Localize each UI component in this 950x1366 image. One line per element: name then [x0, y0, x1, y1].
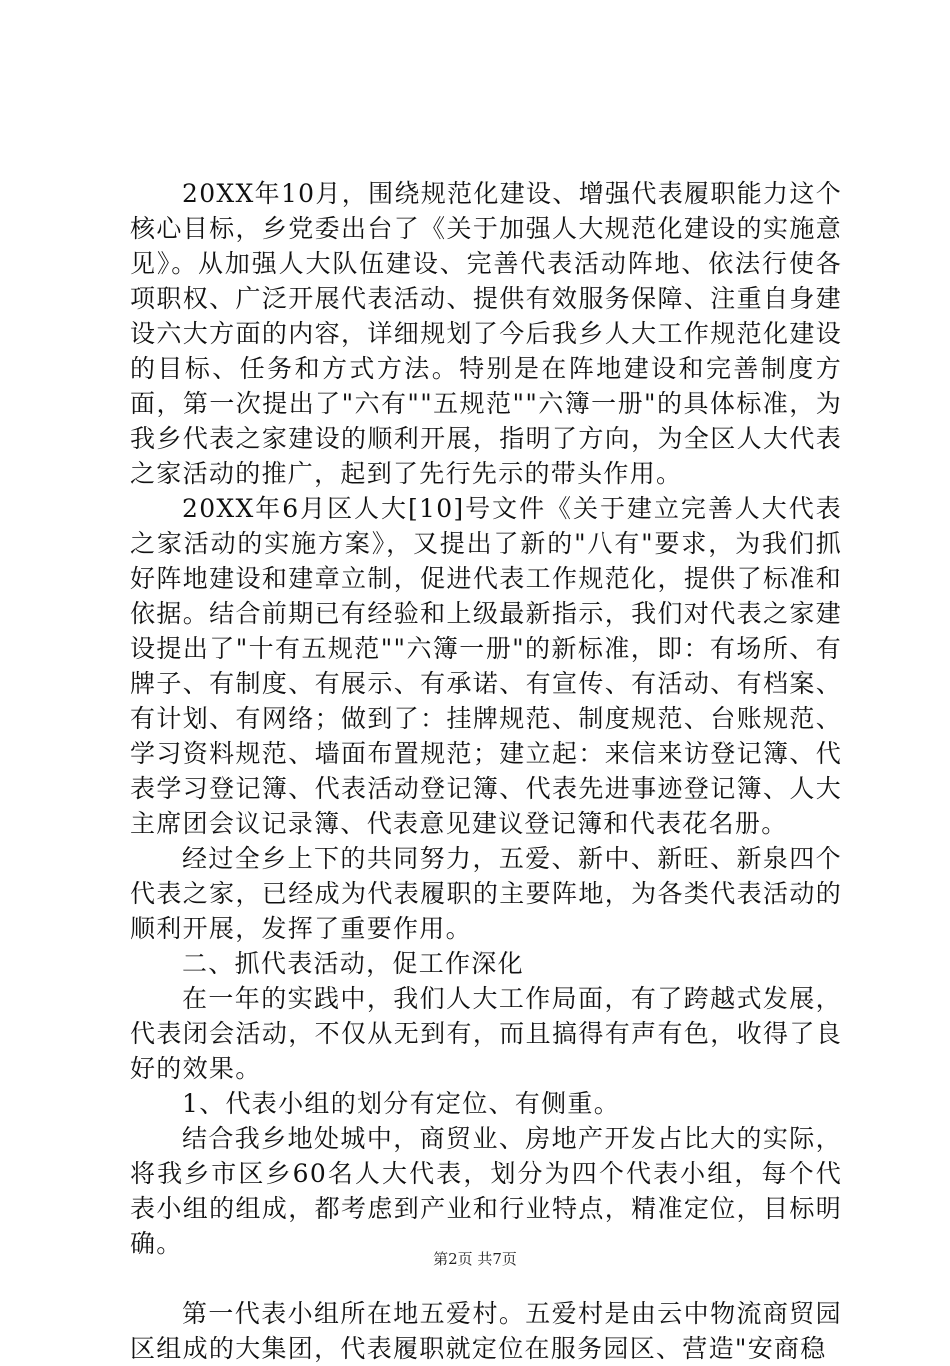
section-heading: 二、抓代表活动，促工作深化	[182, 949, 524, 978]
paragraph-6: 第一代表小组所在地五爱村。五爱村是由云中物流商贸园区组成的大集团，代表履职就定位在服务园区、营造"安商稳	[130, 1299, 842, 1363]
paragraph-3: 经过全乡上下的共同努力，五爱、新中、新旺、新泉四个代表之家，已经成为代表履职的主要阵地，为各类代表活动的顺利开展，发挥了重要作用。	[130, 844, 842, 943]
paragraph-5: 结合我乡地处城中，商贸业、房地产开发占比大的实际，将我乡市区乡60名人大代表，划分为四个代表小组，每个代表小组的组成，都考虑到产业和行业特点，精准定位，目标明确。	[130, 1124, 842, 1258]
paragraph-2: 20XX年6月区人大[10]号文件《关于建立完善人大代表之家活动的实施方案》，又提出了新的"八有"要求，为我们抓好阵地建设和建章立制，促进代表工作规范化，提供了标准和依据。结合前期已有经验和上级最新指示，我们对代表之家建设提出了"十有五规范""六簿一册"的新标准，即：有场所、有牌子、有制度、有展示、有承诺、有宣传、有活动、有档案、有计划、有网络；做到了：挂牌规范、制度规范、台账规范、学习资料规范、墙面布置规范；建立起：来信来访登记簿、代表学习登记簿、代表活动登记簿、代表先进事迹登记簿、人大主席团会议记录簿、代表意见建议登记簿和代表花名册。	[130, 494, 842, 838]
subsection-heading: 1、代表小组的划分有定位、有侧重。	[182, 1089, 621, 1118]
document-body	[130, 176, 842, 1366]
paragraph-4: 在一年的实践中，我们人大工作局面，有了跨越式发展，代表闭会活动，不仅从无到有，而且搞得有声有色，收得了良好的效果。	[130, 984, 842, 1083]
paragraph-1: 20XX年10月，围绕规范化建设、增强代表履职能力这个核心目标，乡党委出台了《关于加强人大规范化建设的实施意见》。从加强人大队伍建设、完善代表活动阵地、依法行使各项职权、广泛开展代表活动、提供有效服务保障、注重自身建设六大方面的内容，详细规划了今后我乡人大工作规范化建设的目标、任务和方式方法。特别是在阵地建设和完善制度方面，第一次提出了"六有""五规范""六簿一册"的具体标准，为我乡代表之家建设的顺利开展，指明了方向，为全区人大代表之家活动的推广，起到了先行先示的带头作用。	[130, 179, 842, 488]
page-footer: 第2页 共7页	[433, 1250, 517, 1268]
